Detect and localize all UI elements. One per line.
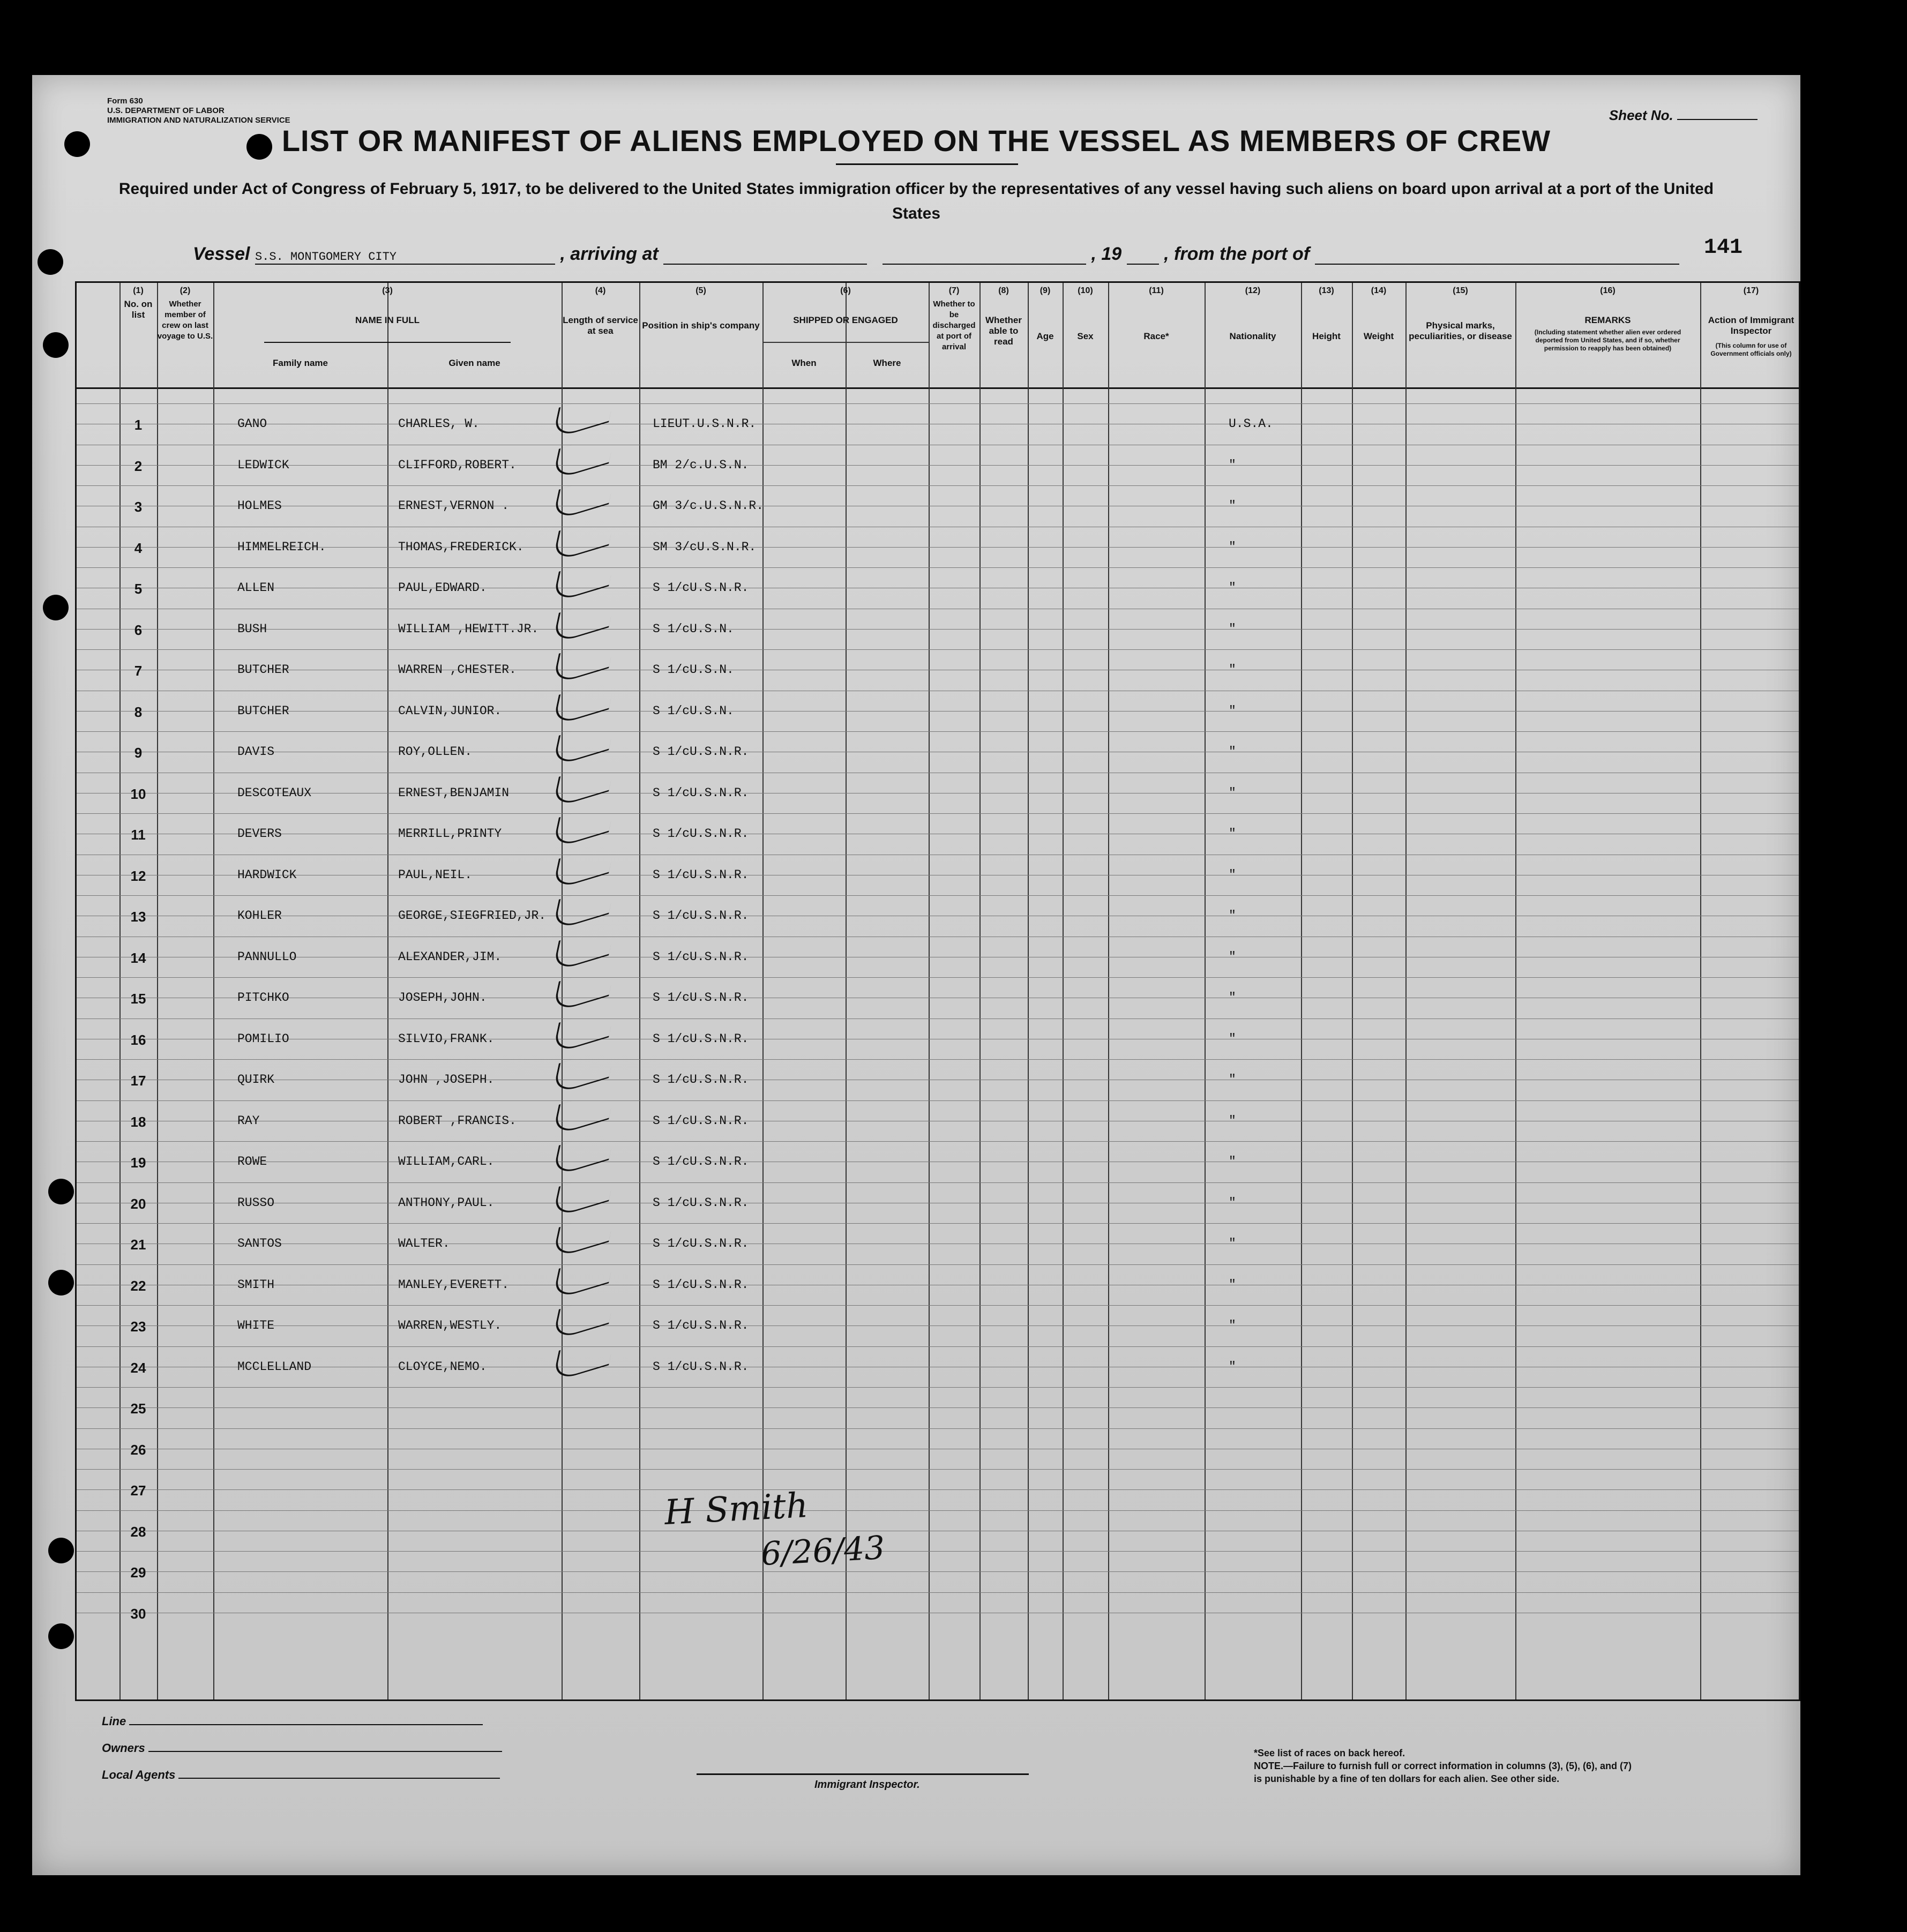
ruled-line xyxy=(77,629,1799,630)
row-number: 16 xyxy=(130,1031,146,1048)
punch-hole xyxy=(48,1538,74,1563)
col-8-header: Whether able to read xyxy=(985,315,1022,347)
column-divider xyxy=(119,283,121,1699)
nationality-cell: " xyxy=(1229,581,1236,595)
ruled-line xyxy=(77,547,1799,548)
position-cell: S 1/cU.S.N.R. xyxy=(653,1195,749,1210)
footer-owners xyxy=(102,1741,502,1755)
inspector-label: Immigrant Inspector. xyxy=(814,1779,920,1791)
col-13-header: Height xyxy=(1312,331,1341,341)
given-name-cell: WALTER. xyxy=(398,1237,450,1250)
family-name-cell: BUTCHER xyxy=(237,703,289,718)
ruled-line xyxy=(77,1407,1799,1408)
position-cell: S 1/cU.S.N.R. xyxy=(653,745,749,759)
position-cell: S 1/cU.S.N.R. xyxy=(653,1031,749,1046)
nationality-cell: " xyxy=(1229,1195,1236,1210)
position-cell: S 1/cU.S.N.R. xyxy=(653,1359,749,1374)
footer-note-3: is punishable by a fine of ten dollars for each alien. See other side. xyxy=(1254,1773,1560,1784)
family-name-cell: RAY xyxy=(237,1113,260,1128)
nationality-cell: " xyxy=(1229,703,1236,718)
arriving-blank xyxy=(663,264,867,265)
column-divider xyxy=(1405,283,1407,1699)
family-name-cell: RUSSO xyxy=(237,1195,275,1210)
column-divider xyxy=(929,283,930,1699)
ruled-line xyxy=(77,1305,1799,1306)
nationality-cell: " xyxy=(1229,1237,1236,1250)
column-divider xyxy=(1028,283,1029,1699)
crew-table xyxy=(75,281,1800,1701)
given-name-cell: ERNEST,BENJAMIN xyxy=(398,785,510,800)
position-cell: BM 2/c.U.S.N. xyxy=(653,458,749,472)
given-name-cell: GEORGE,SIEGFRIED,JR. xyxy=(398,909,547,923)
col-5-header: Position in ship's company xyxy=(642,320,760,331)
position-cell: S 1/cU.S.N.R. xyxy=(653,1277,749,1292)
punch-hole xyxy=(43,332,69,358)
position-cell: GM 3/c.U.S.N.R. xyxy=(653,499,764,513)
column-divider xyxy=(387,283,388,1699)
given-name-cell: THOMAS,FREDERICK. xyxy=(398,540,524,554)
column-number: (17) xyxy=(1743,286,1759,295)
row-number: 12 xyxy=(130,867,146,884)
given-name-cell: CLOYCE,NEMO. xyxy=(398,1359,487,1374)
row-number: 25 xyxy=(130,1401,146,1417)
remarks-note: (Including statement whether alien ever ordered deported from United States, and if so, whether permission to reapply has been obtained) xyxy=(1534,328,1681,352)
sheet-blank xyxy=(1677,119,1758,120)
col-6-header: SHIPPED OR ENGAGED xyxy=(793,315,898,325)
family-name-header: Family name xyxy=(273,358,328,368)
given-name-cell: PAUL,NEIL. xyxy=(398,867,473,882)
handwritten-sheet-number: 141 xyxy=(1704,236,1743,260)
row-number: 28 xyxy=(130,1523,146,1540)
row-number: 10 xyxy=(130,785,146,802)
nationality-cell: " xyxy=(1229,1155,1236,1169)
ruled-line xyxy=(77,403,1799,404)
nationality-cell: " xyxy=(1229,540,1236,554)
family-name-cell: QUIRK xyxy=(237,1073,275,1087)
position-cell: S 1/cU.S.N.R. xyxy=(653,1113,749,1128)
family-name-cell: HIMMELREICH. xyxy=(237,540,326,554)
inspector-signature-line xyxy=(697,1773,1029,1775)
family-name-cell: BUTCHER xyxy=(237,663,289,677)
row-number: 19 xyxy=(130,1155,146,1171)
column-divider xyxy=(979,283,981,1699)
col-7-header: Whether to be discharged at port of arrival xyxy=(932,299,976,351)
ruled-line xyxy=(77,813,1799,814)
ruled-line xyxy=(77,567,1799,568)
given-name-cell: ALEXANDER,JIM. xyxy=(398,949,502,964)
row-number: 7 xyxy=(134,663,143,679)
column-number: (6) xyxy=(840,286,851,295)
row-number: 27 xyxy=(130,1482,146,1499)
family-name-cell: ROWE xyxy=(237,1155,267,1169)
row-number: 8 xyxy=(134,703,143,720)
nationality-cell: U.S.A. xyxy=(1229,417,1273,431)
position-cell: S 1/cU.S.N.R. xyxy=(653,1073,749,1087)
given-name-cell: JOSEPH,JOHN. xyxy=(398,991,487,1005)
ruled-line xyxy=(77,1387,1799,1388)
port-label: , from the port of xyxy=(1164,244,1310,264)
family-name-cell: HARDWICK xyxy=(237,867,297,882)
col-10-header: Sex xyxy=(1077,331,1094,341)
row-number: 4 xyxy=(134,540,143,556)
footer-agents xyxy=(102,1768,500,1782)
position-cell: S 1/cU.S.N.R. xyxy=(653,909,749,923)
nationality-cell: " xyxy=(1229,499,1236,513)
given-name-cell: WARREN ,CHESTER. xyxy=(398,663,517,677)
family-name-cell: GANO xyxy=(237,417,267,431)
column-number: (7) xyxy=(948,286,960,295)
position-cell: S 1/cU.S.N.R. xyxy=(653,1319,749,1332)
row-number: 11 xyxy=(131,827,146,843)
inspector-note: (This column for use of Government officials only) xyxy=(1710,342,1792,357)
column-divider xyxy=(1063,283,1064,1699)
col-3-header: NAME IN FULL xyxy=(355,315,420,325)
sheet-number-field xyxy=(1609,107,1758,124)
family-name-cell: WHITE xyxy=(237,1319,275,1332)
row-number: 30 xyxy=(130,1605,146,1622)
given-name-cell: ERNEST,VERNON . xyxy=(398,499,510,513)
given-name-cell: JOHN ,JOSEPH. xyxy=(398,1073,495,1087)
form-info xyxy=(107,96,290,125)
column-number: (11) xyxy=(1149,286,1164,295)
position-cell: S 1/cU.S.N. xyxy=(653,703,734,718)
ruled-line xyxy=(77,731,1799,732)
row-number: 22 xyxy=(130,1277,146,1294)
family-name-cell: DAVIS xyxy=(237,745,275,759)
nationality-cell: " xyxy=(1229,1277,1236,1292)
ruled-line xyxy=(77,1223,1799,1224)
col-2-header: Whether member of crew on last voyage to U.S. xyxy=(157,299,213,341)
family-name-cell: PANNULLO xyxy=(237,949,297,964)
column-divider xyxy=(213,283,214,1699)
port-blank xyxy=(1315,264,1679,265)
column-number: (5) xyxy=(696,286,706,295)
ruled-line xyxy=(77,1592,1799,1593)
column-divider xyxy=(1301,283,1302,1699)
year-blank xyxy=(1127,264,1159,265)
given-name-cell: ROY,OLLEN. xyxy=(398,745,473,759)
ruled-line xyxy=(77,1428,1799,1429)
ruled-line xyxy=(77,977,1799,978)
col-17-header: Action of Immigrant Inspector xyxy=(1708,315,1794,336)
footer-agents-label: Local Agents xyxy=(102,1768,176,1781)
position-cell: S 1/cU.S.N.R. xyxy=(653,867,749,882)
title-underline xyxy=(836,163,1018,165)
column-divider xyxy=(1515,283,1516,1699)
year-label: , 19 xyxy=(1091,244,1122,264)
nationality-cell: " xyxy=(1229,1113,1236,1128)
family-name-cell: PITCHKO xyxy=(237,991,289,1005)
ruled-line xyxy=(77,1469,1799,1470)
nationality-cell: " xyxy=(1229,621,1236,636)
nationality-cell: " xyxy=(1229,663,1236,677)
nationality-cell: " xyxy=(1229,1359,1236,1374)
col-1-header: No. on list xyxy=(124,299,153,320)
nationality-cell: " xyxy=(1229,1319,1236,1332)
col-12-header: Nationality xyxy=(1229,331,1276,341)
ruled-line xyxy=(77,1489,1799,1490)
row-number: 2 xyxy=(134,458,143,474)
nationality-cell: " xyxy=(1229,1073,1236,1087)
vessel-row xyxy=(193,244,1679,265)
col-9-header: Age xyxy=(1036,331,1054,341)
family-name-cell: DEVERS xyxy=(237,827,282,841)
family-name-cell: BUSH xyxy=(237,621,267,636)
page-title: LIST OR MANIFEST OF ALIENS EMPLOYED ON THE VESSEL AS MEMBERS OF CREW xyxy=(281,124,1551,158)
position-cell: S 1/cU.S.N.R. xyxy=(653,949,749,964)
given-name-cell: WILLIAM,CARL. xyxy=(398,1155,495,1169)
nationality-cell: " xyxy=(1229,745,1236,759)
column-number: (15) xyxy=(1453,286,1468,295)
row-number: 18 xyxy=(130,1113,146,1130)
col-4-header: Length of service at sea xyxy=(563,315,638,336)
signature-date: 6/26/43 xyxy=(760,1529,886,1574)
row-number: 6 xyxy=(134,621,143,638)
row-number: 17 xyxy=(130,1073,146,1089)
given-name-header: Given name xyxy=(448,358,500,368)
nationality-cell: " xyxy=(1229,949,1236,964)
column-divider xyxy=(1352,283,1353,1699)
service-name: IMMIGRATION AND NATURALIZATION SERVICE xyxy=(107,116,290,125)
column-number: (10) xyxy=(1078,286,1093,295)
ruled-line xyxy=(77,1571,1799,1572)
footer-note-1: *See list of races on back hereof. xyxy=(1254,1748,1405,1758)
row-number: 26 xyxy=(130,1441,146,1458)
nationality-cell: " xyxy=(1229,827,1236,841)
row-number: 3 xyxy=(134,499,143,515)
ruled-line xyxy=(77,1182,1799,1183)
ruled-line xyxy=(77,895,1799,896)
column-divider xyxy=(846,283,847,1699)
ruled-line xyxy=(77,1100,1799,1101)
given-name-cell: CALVIN,JUNIOR. xyxy=(398,703,502,718)
nationality-cell: " xyxy=(1229,458,1236,472)
given-name-cell: ROBERT ,FRANCIS. xyxy=(398,1113,517,1128)
row-number: 14 xyxy=(130,949,146,966)
nationality-cell: " xyxy=(1229,785,1236,800)
vessel-label: Vessel xyxy=(193,244,250,264)
punch-hole xyxy=(48,1179,74,1204)
column-number: (14) xyxy=(1371,286,1387,295)
ruled-line xyxy=(77,1510,1799,1511)
footer-owners-label: Owners xyxy=(102,1741,145,1755)
ruled-line xyxy=(77,711,1799,712)
footer-line xyxy=(102,1714,483,1728)
punch-hole xyxy=(38,249,63,275)
family-name-cell: HOLMES xyxy=(237,499,282,513)
vessel-name: S.S. MONTGOMERY CITY xyxy=(255,250,555,265)
given-name-cell: MANLEY,EVERETT. xyxy=(398,1277,510,1292)
given-name-cell: WARREN,WESTLY. xyxy=(398,1319,502,1332)
family-name-cell: LEDWICK xyxy=(237,458,289,472)
ruled-line xyxy=(77,465,1799,466)
col-16-header: REMARKS xyxy=(1584,315,1631,325)
column-divider xyxy=(1700,283,1701,1699)
given-name-cell: CLIFFORD,ROBERT. xyxy=(398,458,517,472)
given-name-cell: CHARLES, W. xyxy=(398,417,480,431)
ruled-line xyxy=(77,1264,1799,1265)
punch-hole xyxy=(48,1270,74,1296)
footer-note-2: NOTE.—Failure to furnish full or correct information in columns (3), (5), (6), and (7) xyxy=(1254,1761,1632,1771)
family-name-cell: ALLEN xyxy=(237,581,275,595)
row-number: 13 xyxy=(130,909,146,925)
punch-hole xyxy=(43,595,69,620)
arriving-label: , arriving at xyxy=(560,244,659,264)
position-cell: SM 3/cU.S.N.R. xyxy=(653,540,757,554)
row-number: 1 xyxy=(134,417,143,433)
inspector-signature: H Smith xyxy=(663,1486,809,1533)
ruled-line xyxy=(77,1141,1799,1142)
nationality-cell: " xyxy=(1229,867,1236,882)
nationality-cell: " xyxy=(1229,1031,1236,1046)
position-cell: S 1/cU.S.N.R. xyxy=(653,991,749,1005)
column-divider xyxy=(1108,283,1109,1699)
family-name-cell: POMILIO xyxy=(237,1031,289,1046)
department-name: U.S. DEPARTMENT OF LABOR xyxy=(107,106,225,115)
family-name-cell: SANTOS xyxy=(237,1237,282,1250)
given-name-cell: SILVIO,FRANK. xyxy=(398,1031,495,1046)
family-name-cell: SMITH xyxy=(237,1277,275,1292)
position-cell: S 1/cU.S.N.R. xyxy=(653,1155,749,1169)
position-cell: S 1/cU.S.N. xyxy=(653,663,734,677)
position-cell: S 1/cU.S.N.R. xyxy=(653,785,749,800)
date-blank xyxy=(883,264,1086,265)
punch-hole xyxy=(48,1623,74,1649)
column-number: (12) xyxy=(1245,286,1261,295)
row-number: 21 xyxy=(130,1237,146,1253)
when-header: When xyxy=(791,358,817,368)
page-subtitle: Required under Act of Congress of February 5, 1917, to be delivered to the United States immigration officer by the representatives of any vessel having such aliens on board upon arrival at a port of the United States xyxy=(118,180,1714,222)
column-number: (13) xyxy=(1319,286,1334,295)
position-cell: S 1/cU.S.N.R. xyxy=(653,827,749,841)
column-number: (2) xyxy=(180,286,191,295)
row-number: 24 xyxy=(130,1359,146,1376)
column-divider xyxy=(157,283,158,1699)
column-divider xyxy=(1205,283,1206,1699)
col-15-header: Physical marks, peculiarities, or disease xyxy=(1409,320,1512,341)
column-number: (16) xyxy=(1600,286,1616,295)
form-number: Form 630 xyxy=(107,96,143,106)
family-name-cell: MCCLELLAND xyxy=(237,1359,312,1374)
family-name-cell: KOHLER xyxy=(237,909,282,923)
ruled-line xyxy=(77,1059,1799,1060)
given-name-cell: PAUL,EDWARD. xyxy=(398,581,487,595)
row-number: 9 xyxy=(134,745,143,761)
column-number: (4) xyxy=(595,286,606,295)
nationality-cell: " xyxy=(1229,909,1236,923)
position-cell: LIEUT.U.S.N.R. xyxy=(653,417,757,431)
punch-hole xyxy=(64,131,90,157)
row-number: 23 xyxy=(130,1319,146,1335)
position-cell: S 1/cU.S.N. xyxy=(653,621,734,636)
column-number: (3) xyxy=(382,286,393,295)
column-number: (8) xyxy=(998,286,1009,295)
punch-hole xyxy=(246,134,272,160)
column-divider xyxy=(639,283,640,1699)
position-cell: S 1/cU.S.N.R. xyxy=(653,1237,749,1250)
given-name-cell: WILLIAM ,HEWITT.JR. xyxy=(398,621,539,636)
column-divider xyxy=(762,283,764,1699)
row-number: 15 xyxy=(130,991,146,1007)
row-number: 20 xyxy=(130,1195,146,1212)
given-name-cell: ANTHONY,PAUL. xyxy=(398,1195,495,1210)
family-name-cell: DESCOTEAUX xyxy=(237,785,312,800)
given-name-cell: MERRILL,PRINTY xyxy=(398,827,502,841)
ruled-line xyxy=(77,485,1799,486)
where-header: Where xyxy=(873,358,901,368)
nationality-cell: " xyxy=(1229,991,1236,1005)
header-divider xyxy=(77,387,1799,389)
column-number: (1) xyxy=(133,286,144,295)
column-number: (9) xyxy=(1039,286,1051,295)
row-number: 5 xyxy=(134,581,143,597)
row-number: 29 xyxy=(130,1564,146,1581)
ruled-line xyxy=(77,1346,1799,1347)
ruled-line xyxy=(77,1551,1799,1552)
manifest-sheet xyxy=(32,75,1800,1875)
ruled-line xyxy=(77,649,1799,650)
footer-note xyxy=(1254,1747,1632,1785)
col-14-header: Weight xyxy=(1363,331,1394,341)
col-11-header: Race* xyxy=(1143,331,1169,341)
footer-line-label: Line xyxy=(102,1714,126,1728)
position-cell: S 1/cU.S.N.R. xyxy=(653,581,749,595)
sheet-label: Sheet No. xyxy=(1609,107,1673,123)
